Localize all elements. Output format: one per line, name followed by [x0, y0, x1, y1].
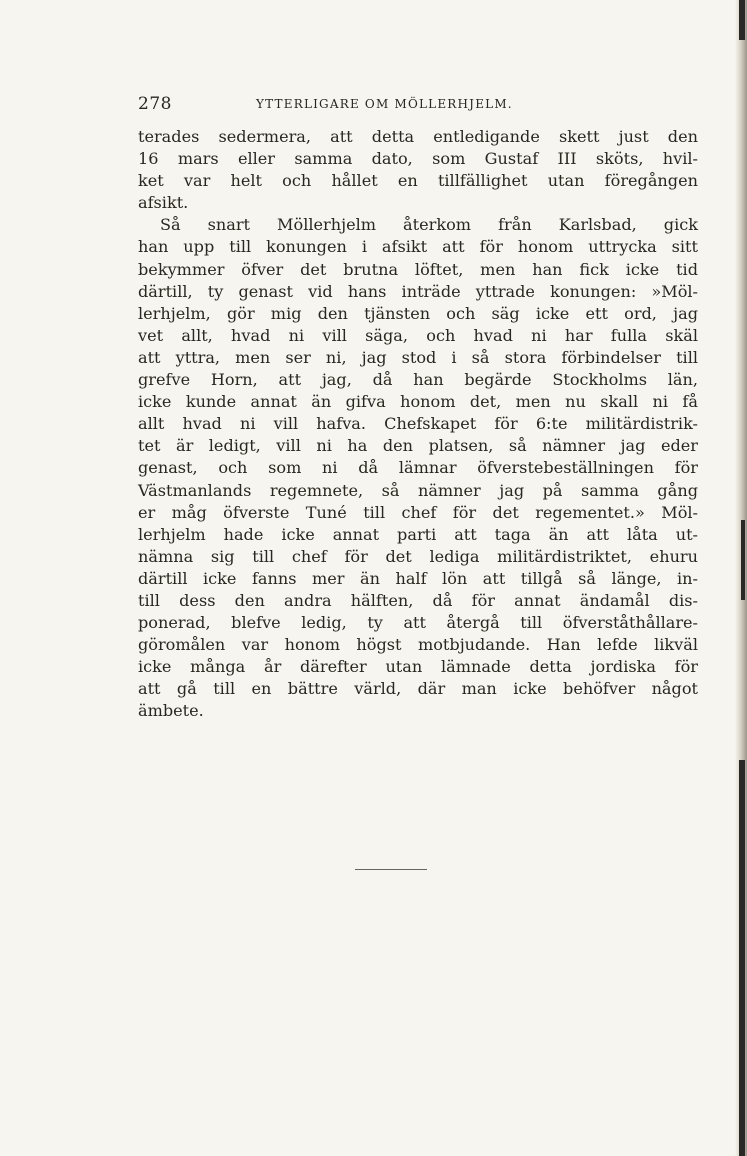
text-line: att gå till en bättre värld, där man icke behöfver något — [138, 679, 698, 699]
text-line: tet är ledigt, vill ni ha den platsen, så nämner jag eder — [138, 436, 698, 456]
text-line: afsikt. — [138, 193, 189, 213]
text-line: lerhjelm, gör mig den tjänsten och säg icke ett ord, jag — [138, 303, 698, 323]
page-edge-mark — [739, 760, 745, 1156]
text-line: icke kunde annat än gifva honom det, men nu skall ni få — [138, 392, 698, 412]
text-line: 16 mars eller samma dato, som Gustaf III sköts, hvil- — [138, 149, 698, 169]
text-line: ket var helt och hållet en tillfällighet utan föregången — [138, 171, 698, 191]
text-line: allt hvad ni vill hafva. Chefskapet för 6:te militärdistrik- — [138, 414, 698, 434]
running-head: YTTERLIGARE OM MÖLLERHJELM. — [256, 97, 513, 111]
text-line: ponerad, blefve ledig, ty att återgå till öfverståthållare- — [138, 613, 698, 633]
text-line: till dess den andra hälften, då för annat ändamål dis- — [138, 590, 698, 610]
page-edge-mark — [741, 520, 745, 600]
page-edge-mark — [739, 0, 745, 40]
text-line: terades sedermera, att detta entledigande skett just den — [138, 127, 698, 146]
text-line: Västmanlands regemnete, så nämner jag på samma gång — [138, 480, 698, 500]
text-line: genast, och som ni då lämnar öfverstebeställningen för — [138, 458, 698, 478]
text-line: icke många år därefter utan lämnade detta jordiska för — [138, 657, 698, 677]
body-text — [138, 126, 698, 723]
text-line: göromålen var honom högst motbjudande. Han lefde likväl — [138, 635, 698, 655]
text-line: därtill icke fanns mer än half lön att tillgå så länge, in- — [138, 568, 698, 588]
text-line: lerhjelm hade icke annat parti att taga än att låta ut- — [138, 524, 698, 544]
text-line: vet allt, hvad ni vill säga, och hvad ni har fulla skäl — [138, 325, 698, 345]
text-line: han upp till konungen i afsikt att för honom uttrycka sitt — [138, 237, 698, 257]
text-line: nämna sig till chef för det lediga militärdistriktet, ehuru — [138, 546, 698, 566]
text-line: därtill, ty genast vid hans inträde yttrade konungen: »Möl- — [138, 281, 698, 301]
text-line: Så snart Möllerhjelm återkom från Karlsbad, gick — [160, 215, 698, 235]
page-edge-shadow — [735, 0, 747, 1156]
text-line: bekymmer öfver det brutna löftet, men han fick icke tid — [138, 259, 698, 279]
section-end-rule — [355, 869, 427, 870]
page-header — [138, 94, 698, 114]
text-line: grefve Horn, att jag, då han begärde Stockholms län, — [138, 370, 698, 390]
text-line: ämbete. — [138, 701, 204, 721]
text-line: er måg öfverste Tuné till chef för det regementet.» Möl- — [138, 502, 698, 522]
text-line: att yttra, men ser ni, jag stod i så stora förbindelser till — [138, 347, 698, 367]
page-number: 278 — [138, 94, 172, 114]
